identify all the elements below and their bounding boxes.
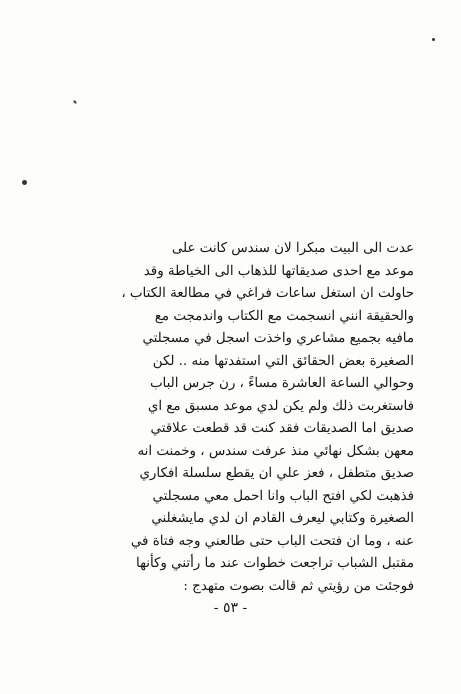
text-line: موعد مع احدى صديقاتها للذهاب الى الخياطة وقد bbox=[143, 263, 414, 279]
text-line: فوجئت من رؤيتي ثم قالت بصوت متهدج : bbox=[183, 578, 414, 594]
ink-speck bbox=[73, 100, 77, 104]
text-line: مافيه بجميع مشاعري واخذت اسجل في مسجلتي bbox=[142, 331, 414, 346]
text-line: الصغيرة بعض الحقائق التي استفدتها منه .. لكن bbox=[152, 353, 414, 369]
text-line: صديق اما الصديقات فقد كنت قد قطعت علاقتي bbox=[150, 421, 414, 436]
text-line: وحوالي الساعة العاشرة مساءً ، رن جرس الباب bbox=[149, 376, 414, 391]
text-line: فذهبت لكي افتح الباب وانا احمل معي مسجلتي bbox=[152, 488, 414, 504]
text-line: حاولت ان استغل ساعات فراغي في مطالعة الكتاب ، bbox=[121, 286, 414, 301]
text-line: مقتبل الشباب تراجعت خطوات عند ما رأتني وكأنها bbox=[136, 556, 414, 571]
text-line: صديق متطفل ، فعز علي ان يقطع سلسلة افكاري bbox=[139, 466, 414, 481]
ink-speck bbox=[22, 180, 27, 185]
text-line: الصغيرة وكتابي ليعرف القادم ان لدي مايشغلني bbox=[151, 511, 414, 526]
text-line: فاستغربت ذلك ولم يكن لدي موعد مسبق مع اي bbox=[147, 398, 414, 414]
page-number: - ٥٣ - bbox=[213, 600, 248, 616]
text-line: معهن بشكل نهائي منذ عرفت سندس ، وخمنت انه bbox=[137, 443, 414, 459]
text-line: عدت الى البيت مبكرا لان سندس كانت على bbox=[171, 241, 414, 256]
text-line: عنه ، وما ان فتحت الباب حتى طالعني وجه فتاة في bbox=[130, 533, 414, 549]
text-line: والحقيقة انني انسجمت مع الكتاب واندمجت مع bbox=[154, 308, 414, 324]
body-paragraph bbox=[56, 238, 414, 598]
ink-speck bbox=[432, 38, 435, 41]
